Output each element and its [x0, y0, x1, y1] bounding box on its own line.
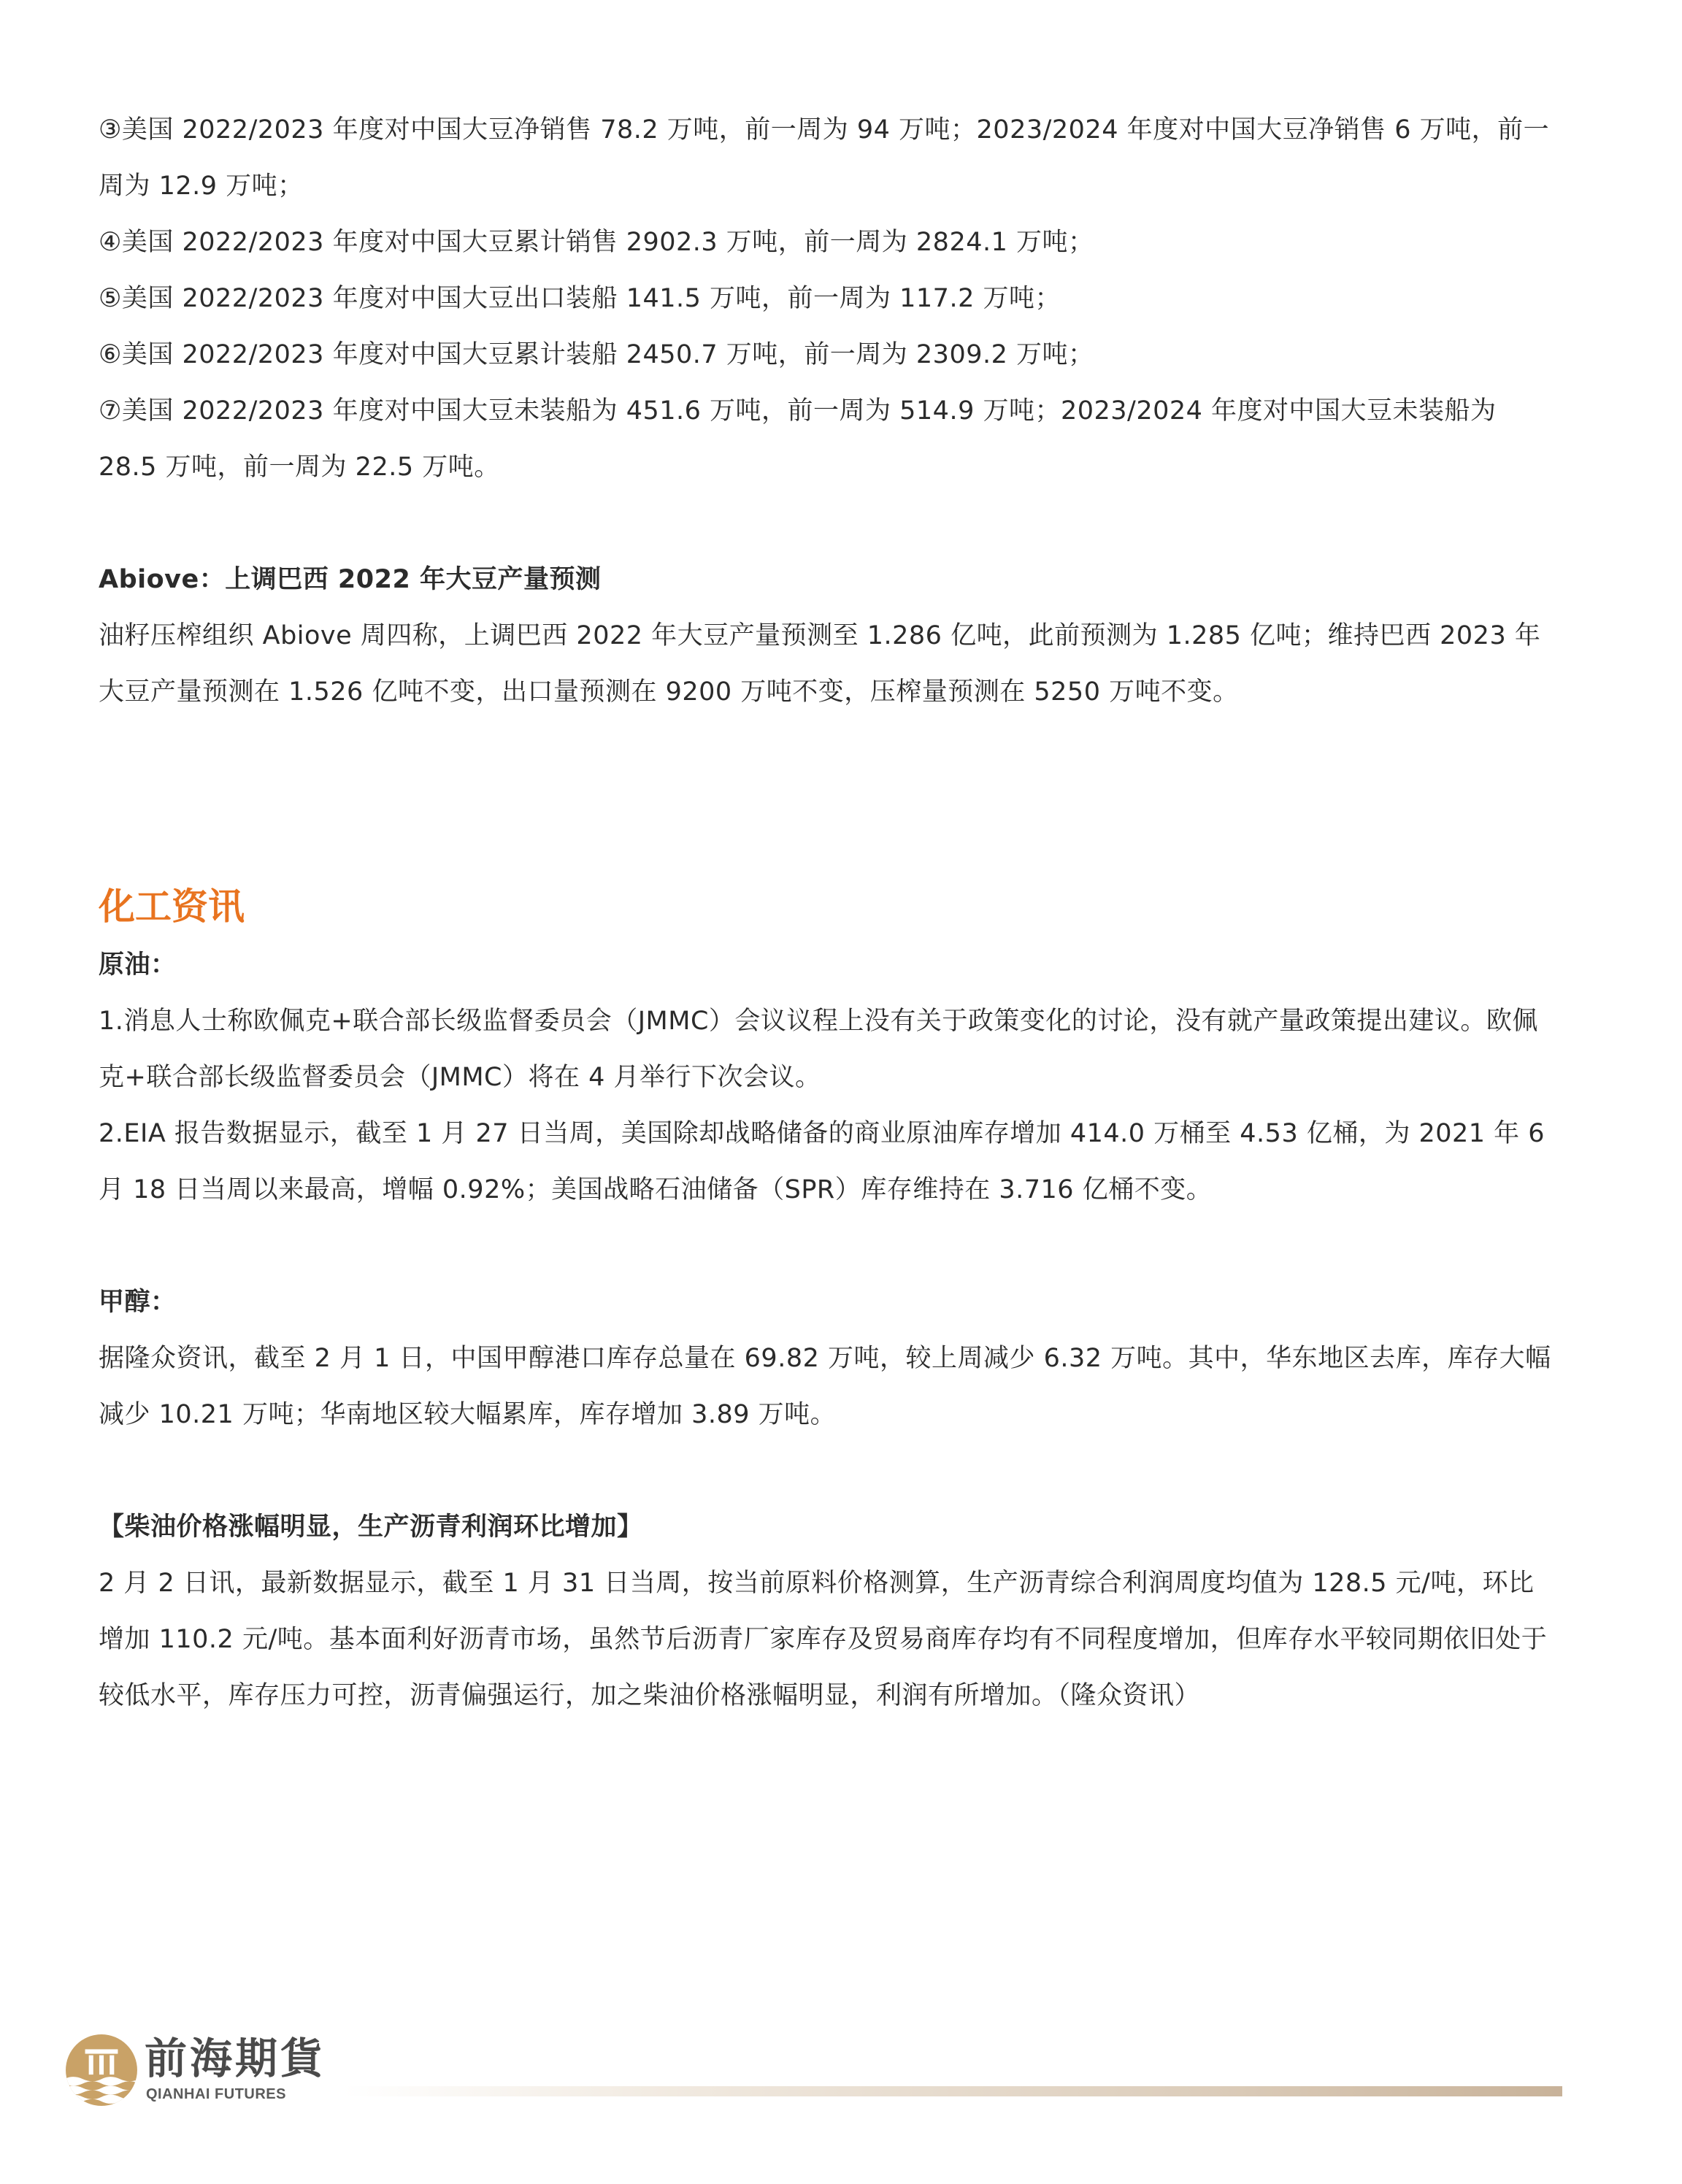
abiove-title: Abiove：上调巴西 2022 年大豆产量预测 [99, 565, 602, 594]
methanol-title: 甲醇： [99, 1288, 177, 1317]
document-body [99, 102, 1559, 1724]
soy-item-3: ③美国 2022/2023 年度对中国大豆净销售 78.2 万吨，前一周为 94 万吨；2023/2024 年度对中国大豆净销售 6 万吨，前一周为 12.9 万吨； [99, 115, 1550, 201]
logo-chinese-name: 前海期貨 [145, 2034, 326, 2083]
logo-english-name: QIANHAI FUTURES [146, 2086, 286, 2102]
methanol-body: 据隆众资讯，截至 2 月 1 日，中国甲醇港口库存总量在 69.82 万吨，较上周减少 6.32 万吨。其中，华东地区去库，库存大幅减少 10.21 万吨；华南地区较大幅累库，库存增加 3.89 万吨。 [99, 1344, 1551, 1429]
asphalt-title: 【柴油价格涨幅明显，生产沥青利润环比增加】 [99, 1512, 643, 1542]
page-footer [0, 2029, 1682, 2139]
crude-item-2: 2.EIA 报告数据显示，截至 1 月 27 日当周，美国除却战略储备的商业原油库存增加 414.0 万桶至 4.53 亿桶，为 2021 年 6 月 18 日当周以来最高，增幅 0.92%；美国战略石油储备（SPR）库存维持在 3.716 亿桶不变。 [99, 1119, 1545, 1204]
crude-item-1: 1.消息人士称欧佩克+联合部长级监督委员会（JMMC）会议议程上没有关于政策变化的讨论，没有就产量政策提出建议。欧佩克+联合部长级监督委员会（JMMC）将在 4 月举行下次会议。 [99, 1007, 1538, 1092]
soy-item-7: ⑦美国 2022/2023 年度对中国大豆未装船为 451.6 万吨，前一周为 514.9 万吨；2023/2024 年度对中国大豆未装船为 28.5 万吨，前一周为 22.5 万吨。 [99, 396, 1497, 482]
crude-title: 原油： [99, 950, 177, 980]
qianhai-logo-icon [64, 2033, 139, 2107]
asphalt-body: 2 月 2 日讯，最新数据显示，截至 1 月 31 日当周，按当前原料价格测算，生产沥青综合利润周度均值为 128.5 元/吨，环比增加 110.2 元/吨。基本面利好沥青市场，虽然节后沥青厂家库存及贸易商库存均有不同程度增加，但库存水平较同期依旧处于较低水平，库存压力可控，沥青偏强运行，加之柴油价格涨幅明显，利润有所增加。（隆众资讯） [99, 1569, 1548, 1710]
soy-item-5: ⑤美国 2022/2023 年度对中国大豆出口装船 141.5 万吨，前一周为 117.2 万吨； [99, 284, 1061, 313]
footer-gradient-bar [343, 2086, 1562, 2096]
soy-item-6: ⑥美国 2022/2023 年度对中国大豆累计装船 2450.7 万吨，前一周为 2309.2 万吨； [99, 340, 1094, 369]
chem-news-heading: 化工资讯 [99, 885, 245, 928]
abiove-body: 油籽压榨组织 Abiove 周四称，上调巴西 2022 年大豆产量预测至 1.286 亿吨，此前预测为 1.285 亿吨；维持巴西 2023 年大豆产量预测在 1.526 亿吨不变，出口量预测在 9200 万吨不变，压榨量预测在 5250 万吨不变。 [99, 621, 1541, 707]
soy-item-4: ④美国 2022/2023 年度对中国大豆累计销售 2902.3 万吨，前一周为 2824.1 万吨； [99, 228, 1094, 257]
